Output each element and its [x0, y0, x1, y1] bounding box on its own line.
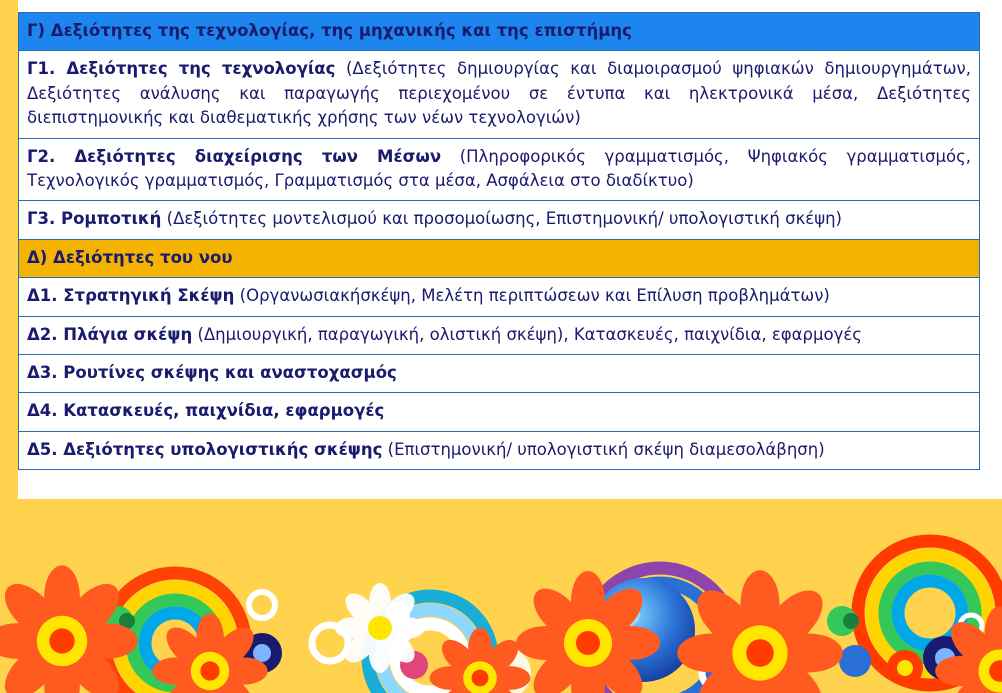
row-c1 — [19, 51, 980, 138]
table-row — [19, 13, 980, 51]
table-row — [19, 431, 980, 469]
floral-border-graphic — [0, 493, 1002, 693]
table-row — [19, 51, 980, 138]
row-c2-label: Γ2. Δεξιότητες διαχείρισης των Μέσων — [27, 146, 442, 166]
row-d3-label: Δ3. Ρουτίνες σκέψης και αναστοχασμός — [27, 363, 397, 383]
table-row — [19, 278, 980, 316]
table-row — [19, 393, 980, 431]
row-d2-label: Δ2. Πλάγια σκέψη — [27, 324, 193, 344]
table-row — [19, 201, 980, 239]
table-row — [19, 138, 980, 201]
row-c3-label: Γ3. Ρομποτική — [27, 209, 162, 229]
table-row — [19, 316, 980, 354]
row-d5-detail: (Επιστημονική/ υπολογιστική σκέψη διαμεσολάβηση) — [382, 439, 825, 459]
row-c2-detail: (Πληροφορικός γραμματισμός, Ψηφιακός γραμματισμός, Τεχνολογικός γραμματισμός, Γραμματισμός στα μέσα, Ασφάλεια στο διαδίκτυο) — [27, 146, 971, 191]
row-d1-detail: (Οργανωσιακήσκέψη, Μελέτη περιπτώσεων και Επίλυση προβλημάτων) — [234, 286, 830, 306]
skills-table-body — [19, 13, 980, 470]
row-d3 — [19, 355, 980, 393]
decorative-floral-band — [0, 493, 1002, 693]
skills-table-container — [18, 12, 980, 470]
row-c1-label: Γ1. Δεξιότητες της τεχνολογίας — [27, 59, 336, 79]
row-d4-label: Δ4. Κατασκευές, παιχνίδια, εφαρμογές — [27, 401, 385, 421]
row-d1 — [19, 278, 980, 316]
row-d4 — [19, 393, 980, 431]
row-c1-detail: (Δεξιότητες δημιουργίας και διαμοιρασμού ψηφιακών δημιουργημάτων, Δεξιότητες ανάλυσης και παραγωγής περιεχομένου σε έντυπα και ηλεκτρονικά μέσα, Δεξιότητες διεπιστημονικής και διαθεματικής χρήσης των νέων τεχνολογιών) — [27, 59, 971, 128]
row-c3-detail: (Δεξιότητες μοντελισμού και προσομοίωσης, Επιστημονική/ υπολογιστική σκέψη) — [161, 209, 842, 229]
row-c2 — [19, 138, 980, 201]
row-c3 — [19, 201, 980, 239]
section-header-technology: Γ) Δεξιότητες της τεχνολογίας, της μηχανικής και της επιστήμης — [19, 13, 980, 51]
row-d1-label: Δ1. Στρατηγική Σκέψη — [27, 286, 235, 306]
row-d2 — [19, 316, 980, 354]
row-d2-detail: (Δημιουργική, παραγωγική, ολιστική σκέψη), Κατασκευές, παιχνίδια, εφαρμογές — [192, 324, 862, 344]
row-d5 — [19, 431, 980, 469]
row-d5-label: Δ5. Δεξιότητες υπολογιστικής σκέψης — [27, 439, 383, 459]
section-header-mind: Δ) Δεξιότητες του νου — [19, 239, 980, 277]
table-row — [19, 239, 980, 277]
skills-table — [18, 12, 980, 470]
table-row — [19, 355, 980, 393]
